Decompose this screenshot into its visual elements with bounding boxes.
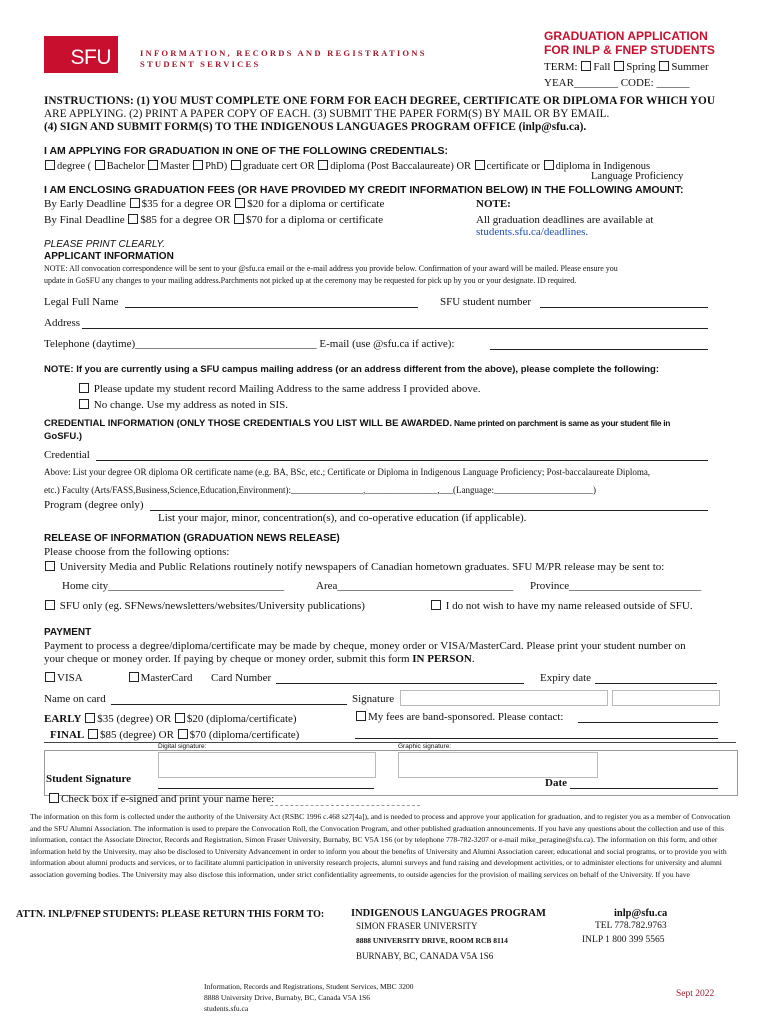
release-option-univ — [44, 561, 664, 573]
card-number-label: Card Number — [211, 672, 272, 684]
release-choose: Please choose from the following options: — [44, 546, 230, 558]
payment-line2-text: your cheque or money order. If paying by cheque or money order, submit this form — [44, 653, 413, 665]
credential-info-heading-c: GoSFU.) — [44, 431, 82, 442]
diploma-pb-checkbox[interactable] — [318, 160, 328, 170]
final-diploma-label: $70 for a diploma or certificate — [245, 214, 384, 226]
band-contact-input[interactable] — [578, 722, 718, 723]
logo-text: SFU — [70, 46, 111, 69]
final-degree-label: $85 for a degree OR — [140, 214, 231, 226]
term-spring-label: Spring — [626, 61, 656, 73]
final-fee-row — [50, 729, 299, 741]
pay-final-diploma-checkbox[interactable] — [178, 729, 188, 739]
footer-irr-3[interactable]: students.sfu.ca — [204, 1004, 249, 1013]
pay-early-diploma-checkbox[interactable] — [175, 713, 185, 723]
digital-signature-label: Digital signature: — [158, 743, 207, 750]
student-number-label: SFU student number — [440, 296, 532, 308]
applicant-heading: APPLICANT INFORMATION — [44, 251, 174, 262]
term-summer-label: Summer — [671, 61, 709, 73]
credential-info-heading-a: CREDENTIAL INFORMATION (ONLY THOSE CREDENTIALS YOU LIST WILL BE AWARDED. — [44, 418, 452, 429]
release-heading: RELEASE OF INFORMATION (GRADUATION NEWS RELEASE) — [44, 533, 340, 544]
diploma-indigenous-checkbox[interactable] — [544, 160, 554, 170]
province-field[interactable]: Province________________________ — [530, 580, 702, 592]
update-address-checkbox[interactable] — [79, 383, 89, 393]
payment-line2 — [44, 653, 475, 665]
student-signature-label: Student Signature — [46, 773, 132, 785]
program-input[interactable] — [150, 510, 708, 511]
student-signature-line[interactable] — [158, 788, 374, 789]
date-input[interactable] — [570, 788, 718, 789]
phd-checkbox[interactable] — [193, 160, 203, 170]
mailing-option-update — [78, 383, 481, 395]
no-change-checkbox[interactable] — [79, 399, 89, 409]
no-release-checkbox[interactable] — [431, 600, 441, 610]
bachelor-label: Bachelor — [106, 161, 145, 172]
diploma-indigenous-label: diploma in Indigenous — [555, 161, 651, 172]
graphic-signature-label: Graphic signature: — [398, 743, 452, 750]
footer-univ: SIMON FRASER UNIVERSITY — [356, 921, 478, 931]
footer-email[interactable]: inlp@sfu.ca — [614, 908, 668, 919]
univ-media-checkbox[interactable] — [45, 561, 55, 571]
esigned-checkbox[interactable] — [49, 793, 59, 803]
final-label: FINAL — [50, 729, 85, 741]
graphic-signature-box[interactable] — [398, 752, 598, 778]
degree-label: degree ( — [57, 161, 92, 172]
card-type-row — [44, 672, 193, 684]
payment-line2-end: . — [471, 653, 475, 665]
credential-above-1: Above: List your degree OR diploma OR certificate name (e.g. BA, BSc, etc.; Certificate or Diploma in Indigenous Language Proficiency; Post-baccalaureate Diploma, — [44, 467, 651, 477]
final-deadline-label: By Final Deadline — [44, 214, 125, 226]
name-on-card-label: Name on card — [44, 693, 106, 705]
language-proficiency-label: Language Proficiency — [591, 171, 684, 182]
certificate-label: certificate or — [486, 161, 540, 172]
mailing-note: NOTE: If you are currently using a SFU campus mailing address (or an address different from the above), please complete the following: — [44, 364, 659, 375]
credential-info-heading — [44, 418, 670, 429]
student-number-input[interactable] — [540, 307, 708, 308]
early-diploma-label: $20 for a diploma or certificate — [247, 198, 385, 210]
year-code-field[interactable]: YEAR________ CODE: ______ — [544, 77, 690, 89]
signature-label: Signature — [352, 693, 395, 705]
update-address-label: Please update my student record Mailing Address to the same address I provided above. — [93, 383, 481, 395]
in-person-text: IN PERSON — [412, 653, 472, 665]
degree-checkbox[interactable] — [45, 160, 55, 170]
note-text: All graduation deadlines are available at — [476, 214, 654, 226]
address-label: Address — [44, 317, 81, 329]
email-input[interactable] — [490, 349, 708, 350]
instructions-line3: (4) SIGN AND SUBMIT FORM(S) TO THE INDIGENOUS LANGUAGES PROGRAM OFFICE (inlp@sfu.ca). — [44, 121, 587, 133]
payment-divider — [44, 742, 736, 743]
footer-irr-1: Information, Records and Registrations, Student Services, MBC 3200 — [204, 982, 414, 991]
early-degree-checkbox[interactable] — [130, 198, 140, 208]
final-degree-checkbox[interactable] — [128, 214, 138, 224]
digital-signature-box[interactable] — [158, 752, 376, 778]
footer-drive: 8888 UNIVERSITY DRIVE, ROOM RCB 8114 — [356, 936, 508, 945]
term-row — [544, 61, 709, 73]
mastercard-label: MasterCard — [140, 672, 193, 684]
term-fall-label: Fall — [593, 61, 611, 73]
footer-program: INDIGENOUS LANGUAGES PROGRAM — [351, 908, 546, 919]
pay-final-degree-checkbox[interactable] — [88, 729, 98, 739]
instructions-line2: ARE APPLYING. (2) PRINT A PAPER COPY OF EACH. (3) SUBMIT THE PAPER FORM(S) BY MAIL OR BY EMAIL. — [44, 108, 610, 120]
credential-info-heading-b: Name printed on parchment is same as your student file in — [452, 418, 671, 428]
expiry-label: Expiry date — [540, 672, 592, 684]
credential-input[interactable] — [96, 460, 708, 461]
term-label: TERM: — [544, 61, 578, 73]
pay-final-degree-label: $85 (degree) OR — [99, 729, 174, 741]
band-sponsored-checkbox[interactable] — [356, 711, 366, 721]
credential-above-2[interactable]: etc.) Faculty (Arts/FASS,Business,Science,Education,Environment):________________,________________,___(Language:______________________) — [44, 485, 597, 495]
final-deadline-row — [44, 214, 383, 226]
band-sponsored-label: My fees are band-sponsored. Please contact: — [368, 711, 564, 723]
esigned-row — [48, 793, 274, 805]
note-label: NOTE: — [476, 198, 511, 210]
esigned-name-input[interactable] — [270, 805, 420, 806]
credentials-heading: I AM APPLYING FOR GRADUATION IN ONE OF THE FOLLOWING CREDENTIALS: — [44, 145, 449, 157]
credential-options — [44, 160, 650, 172]
esigned-label: Check box if e-signed and print your name here: — [61, 793, 275, 805]
grad-cert-checkbox[interactable] — [231, 160, 241, 170]
digital-signature-field[interactable] — [158, 752, 376, 778]
early-deadline-label: By Early Deadline — [44, 198, 126, 210]
credential-label: Credential — [44, 449, 90, 461]
footer-inlp: INLP 1 800 399 5565 — [582, 935, 665, 945]
visa-checkbox[interactable] — [45, 672, 55, 682]
master-label: Master — [160, 161, 190, 172]
privacy-notice: The information on this form is collected under the authority of the University Act (RSBC 1996 c.468 s27[4a]), and is needed to process and approve your application for graduation, and to register you as a member of Convocation and the SFU Alumni Association. The information is used to prepare the Convocation Roll, the Convocation Program, and other published graduation announcements. If you have any questions about the collection and use of this information, contact the Associate Director, Records and Registration, Simon Fraser University, Burnaby, BC V5A 1S6 (or by telephone 778-782-3207 or e-mail mike_peragine@sfu.ca). The information on this form, and other information held by the University, may also be disclosed to University Advancement in order to inform you about the benefits of University and Alumni Association career, educational and social programs, or to provide you with information about alumni products and services, or to facilitate alumni participation in university research projects, alumni surveys and fund raising and development activities, or to administer elections for university and alumni association governing bodies. The University may also disclose this information, under strict confidentiality agreements, to outside agencies for the provision of mailing services on behalf of the University. If you have — [30, 812, 731, 879]
payment-line1: Payment to process a degree/diploma/certificate may be made by cheque, money order or VISA/MasterCard. Please print your student number on — [44, 640, 686, 652]
certificate-checkbox[interactable] — [475, 160, 485, 170]
sfu-only-checkbox[interactable] — [45, 600, 55, 610]
deadlines-link[interactable]: students.sfu.ca/deadlines. — [476, 226, 589, 238]
early-label: EARLY — [44, 713, 82, 725]
home-city-field[interactable]: Home city________________________________ — [62, 580, 285, 592]
card-signature-box[interactable] — [400, 690, 608, 706]
form-title-2: FOR INLP & FNEP STUDENTS — [544, 43, 715, 57]
legal-name-input[interactable] — [125, 307, 418, 308]
pay-early-degree-checkbox[interactable] — [85, 713, 95, 723]
card-signature-box-2[interactable] — [612, 690, 720, 706]
no-release-label: I do not wish to have my name released outside of SFU. — [445, 600, 693, 612]
signature-area — [44, 750, 738, 796]
legal-name-label: Legal Full Name — [44, 296, 119, 308]
no-change-label: No change. Use my address as noted in SIS. — [93, 399, 289, 411]
footer-date: Sept 2022 — [676, 989, 715, 999]
visa-label: VISA — [57, 672, 83, 684]
instructions-line1: INSTRUCTIONS: (1) YOU MUST COMPLETE ONE FORM FOR EACH DEGREE, CERTIFICATE OR DIPLOMA FOR WHICH YOU — [44, 95, 715, 107]
early-degree-label: $35 for a degree OR — [141, 198, 232, 210]
applicant-note-1: NOTE: All convocation correspondence will be sent to your @sfu.ca email or the e-mail address you provide below. Confirmation of your award will be mailed. Please ensure you — [44, 264, 618, 273]
address-input[interactable] — [82, 328, 708, 329]
card-number-input[interactable] — [276, 683, 524, 684]
payment-heading: PAYMENT — [44, 627, 92, 638]
name-on-card-input[interactable] — [111, 704, 347, 705]
pay-early-diploma-label: $20 (diploma/certificate) — [186, 713, 297, 725]
early-diploma-checkbox[interactable] — [235, 198, 245, 208]
band-sponsored-row — [355, 711, 564, 723]
final-diploma-checkbox[interactable] — [234, 214, 244, 224]
univ-media-label: University Media and Public Relations routinely notify newspapers of Canadian hometown graduates. SFU M/PR release may be sent to: — [59, 561, 665, 573]
mailing-option-nochange — [78, 399, 288, 411]
program-hint: List your major, minor, concentration(s), and co-operative education (if applicable). — [158, 512, 527, 524]
phd-label: PhD) — [205, 161, 228, 172]
early-deadline-row — [44, 198, 384, 210]
program-label: Program (degree only) — [44, 499, 144, 511]
footer-irr-2: 8888 University Drive, Burnaby, BC, Canada V5A 1S6 — [204, 993, 371, 1002]
footer-city: BURNABY, BC, CANADA V5A 1S6 — [356, 951, 494, 961]
term-spring-checkbox[interactable] — [614, 61, 624, 71]
dept-line2: STUDENT SERVICES — [140, 59, 261, 69]
area-field[interactable]: Area________________________________ — [316, 580, 514, 592]
footer-tel: TEL 778.782.9763 — [595, 921, 667, 931]
fees-heading: I AM ENCLOSING GRADUATION FEES (OR HAVE PROVIDED MY CREDIT INFORMATION BELOW) IN THE FOLLOWING AMOUNT: — [44, 184, 684, 196]
graphic-signature-field[interactable] — [398, 752, 598, 778]
sfu-logo — [44, 36, 118, 73]
pay-early-degree-label: $35 (degree) OR — [97, 713, 172, 725]
term-fall-checkbox[interactable] — [581, 61, 591, 71]
sfu-only-label: SFU only (eg. SFNews/newsletters/websites/University publications) — [59, 600, 365, 612]
telephone-email-label: Telephone (daytime)_________________________________ E-mail (use @sfu.ca if active): — [44, 338, 455, 350]
release-option-no — [430, 600, 693, 612]
band-contact-input-2[interactable] — [355, 738, 718, 739]
form-title-1: GRADUATION APPLICATION — [544, 29, 708, 43]
footer-attn: ATTN. INLP/FNEP STUDENTS: PLEASE RETURN THIS FORM TO: — [16, 909, 325, 920]
expiry-input[interactable] — [595, 683, 717, 684]
bachelor-checkbox[interactable] — [95, 160, 105, 170]
master-checkbox[interactable] — [148, 160, 158, 170]
mastercard-checkbox[interactable] — [129, 672, 139, 682]
date-label: Date — [545, 777, 567, 789]
early-fee-row — [44, 713, 297, 725]
diploma-pb-label: diploma (Post Baccalaureate) OR — [330, 161, 472, 172]
grad-cert-label: graduate cert OR — [242, 161, 315, 172]
term-summer-checkbox[interactable] — [659, 61, 669, 71]
applicant-note-2: update in GoSFU any changes to your mailing address.Parchments not picked up at the ceremony may be requested for pick up by you or your designate. ID required. — [44, 276, 577, 285]
dept-line1: INFORMATION, RECORDS AND REGISTRATIONS — [140, 48, 427, 58]
release-option-sfu — [44, 600, 365, 612]
print-clearly: PLEASE PRINT CLEARLY. — [44, 239, 165, 250]
pay-final-diploma-label: $70 (diploma/certificate) — [189, 729, 300, 741]
